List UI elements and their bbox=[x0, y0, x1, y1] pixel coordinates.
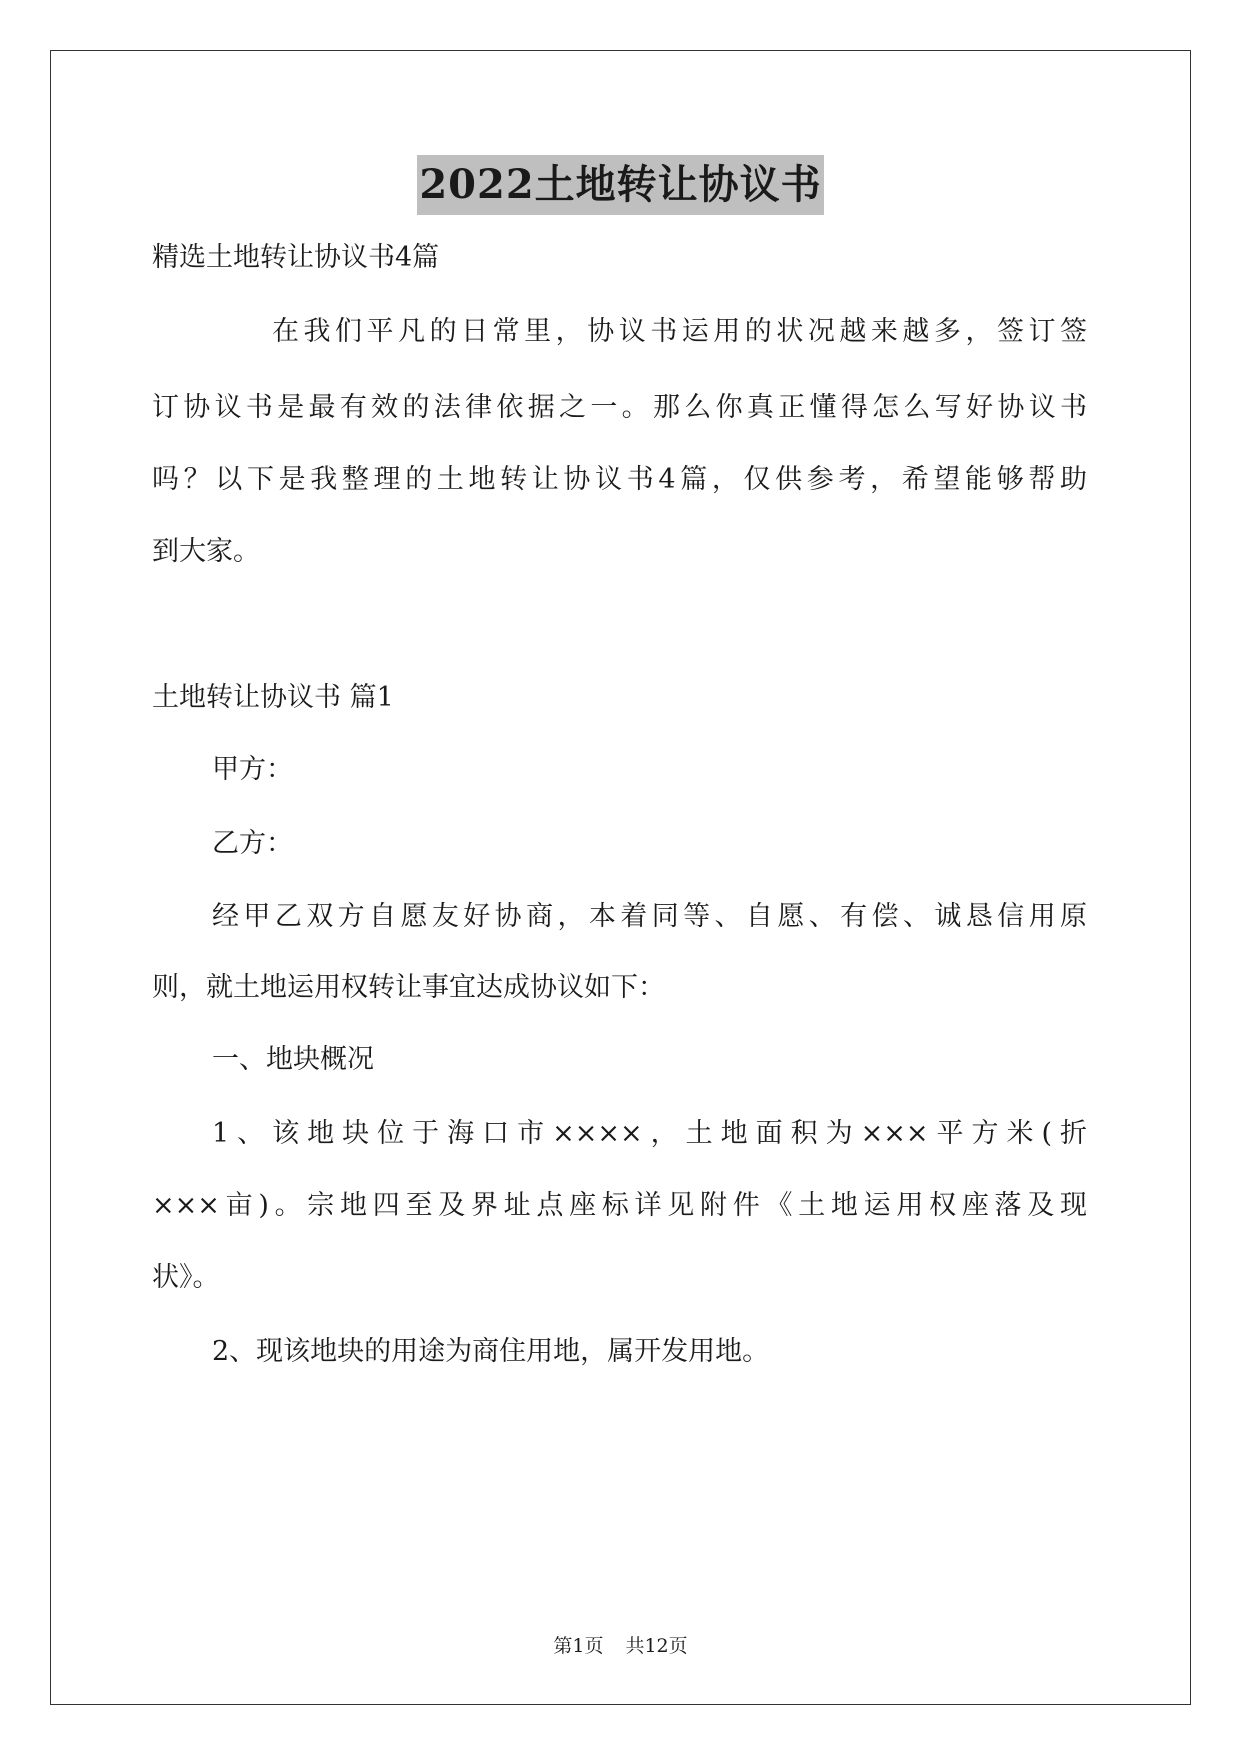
section-heading: 土地转让协议书 篇1 bbox=[152, 682, 394, 713]
page-number: 第1页 bbox=[553, 1635, 604, 1657]
clause-1-line-2: ×××亩)。宗地四至及界址点座标详见附件《土地运用权座落及现 bbox=[152, 1190, 1087, 1221]
agreement-line-2: 则，就土地运用权转让事宜达成协议如下： bbox=[152, 972, 665, 1003]
agreement-line-1: 经甲乙双方自愿友好协商，本着同等、自愿、有偿、诚恳信用原 bbox=[212, 901, 1087, 932]
intro-line-2: 订协议书是最有效的法律依据之一。那么你真正懂得怎么写好协议书 bbox=[152, 392, 1087, 423]
clause-heading: 一、地块概况 bbox=[212, 1044, 374, 1075]
page-border bbox=[50, 50, 1191, 1705]
document-title: 2022土地转让协议书 bbox=[417, 155, 823, 215]
intro-line-1: 在我们平凡的日常里，协议书运用的状况越来越多，签订签 bbox=[272, 316, 1087, 347]
title-container bbox=[0, 155, 1241, 215]
clause-2-text: 2、现该地块的用途为商住用地，属开发用地。 bbox=[212, 1336, 770, 1367]
intro-line-4: 到大家。 bbox=[152, 536, 260, 567]
intro-line-3: 吗？以下是我整理的土地转让协议书4篇，仅供参考，希望能够帮助 bbox=[152, 464, 1087, 495]
document-subtitle: 精选土地转让协议书4篇 bbox=[152, 242, 440, 273]
clause-1-line-1: 1、该地块位于海口市××××，土地面积为×××平方米(折 bbox=[212, 1118, 1087, 1149]
party-a-label: 甲方： bbox=[212, 754, 293, 785]
clause-1-line-3: 状》。 bbox=[152, 1262, 220, 1293]
page-total: 共12页 bbox=[625, 1635, 688, 1657]
page-footer bbox=[0, 1633, 1241, 1659]
party-b-label: 乙方： bbox=[212, 828, 293, 859]
